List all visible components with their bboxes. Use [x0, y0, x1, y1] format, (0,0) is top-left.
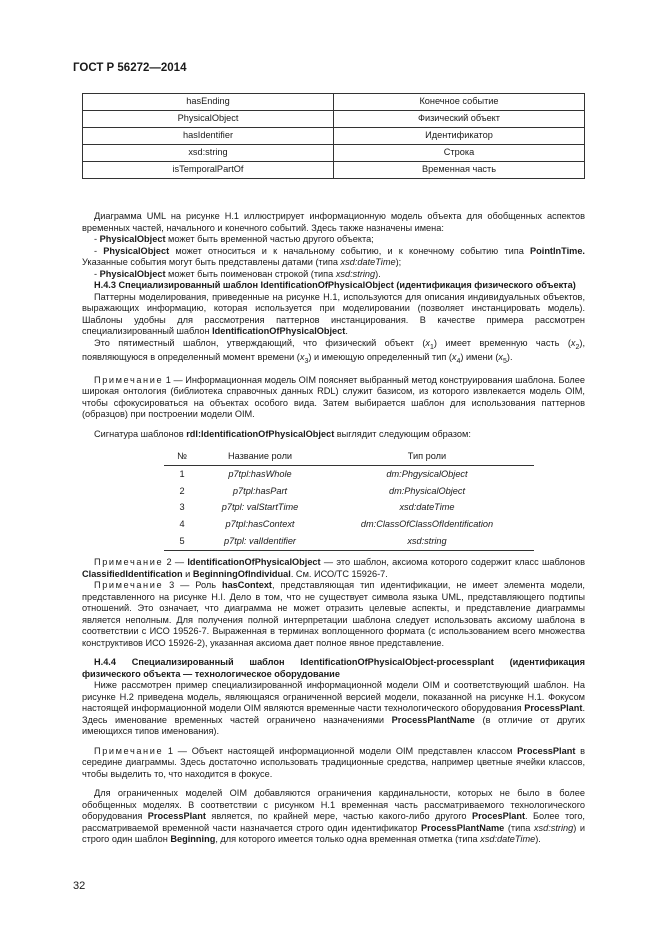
terms-table	[82, 93, 585, 179]
table-cell: Временная часть	[334, 162, 585, 179]
text-span: в середине диаграммы. Здесь достаточно использовать традиционные средства, например цветные ячейки классов, чтобы выделить то, что находится в фокусе.	[82, 745, 586, 779]
table-cell: p7tpl:hasPart	[232, 485, 288, 496]
table-header-row	[164, 449, 534, 466]
table-cell: p7tpl:hasWhole	[228, 468, 292, 479]
table-row	[83, 128, 585, 145]
sub: 2	[575, 343, 580, 351]
table-row	[83, 111, 585, 128]
term: ProcessPlant	[524, 703, 583, 714]
table-cell: 2	[179, 485, 185, 496]
sub: 5	[503, 357, 507, 365]
var: x	[498, 352, 504, 363]
list-item	[82, 246, 585, 269]
table-header: Название роли	[200, 449, 320, 466]
signature-table	[164, 449, 534, 551]
dash: -	[94, 234, 100, 244]
text-span: может быть временной частью другого объекта;	[165, 234, 374, 244]
dash: -	[94, 245, 104, 256]
text-span: 2 —	[163, 557, 188, 568]
text-span: Это пятиместный шаблон, утверждающий, что физический объект (	[94, 337, 426, 348]
term: ProcessPlantName	[421, 822, 505, 833]
text-span: 1 — Объект настоящей информационной модели OIM представлен классом	[163, 745, 518, 756]
note	[82, 580, 585, 649]
dash: -	[94, 268, 100, 279]
table-cell: 3	[179, 502, 185, 513]
text-span: Указанные события могут быть представлены датами (типа	[82, 257, 341, 267]
sub: 3	[304, 357, 309, 365]
page-number: 32	[73, 880, 86, 892]
text-span: . Более того, рассматриваемой временной части назначается строго один идентификатор	[82, 811, 585, 833]
table-cell: dm:PhysicalObject	[388, 485, 466, 496]
text-span: ).	[375, 268, 381, 279]
text-span: может быть поименован строкой (типа	[165, 268, 336, 279]
table-row	[164, 533, 534, 550]
table-cell: Идентификатор	[334, 128, 585, 145]
note-label: Примечание	[94, 557, 164, 568]
text-span: является, по крайней мере, частью какого-либо другого	[205, 811, 472, 822]
type-name: xsd:dateTime	[340, 257, 396, 267]
text-span: (в отличие от других имеющихся типов именования).	[82, 714, 585, 737]
text-span: , представляющая тип идентификации, не имеет элемента модели, представленного на рисунке Н.І. Дело в том, что не существует символа языка UML, представляющего подтипы отношений. Это означает, что диаграмма не может отразить целевые аспекты, и представление диаграммы является неполным. Для получения полной интерпретации шаблона следует использовать аксиому шаблона в соответствии с ИСО 19526-7. Выраженная в терминах воплощенного формата (с использованием всего множества конструктивов ИСО 15926-2), указанная аксиома дает полное явное представление.	[82, 580, 585, 648]
paragraph	[82, 338, 585, 367]
paragraph	[82, 788, 585, 846]
text-span: , для которого имеется только одна временная отметка (типа	[215, 834, 481, 845]
table-header: Тип роли	[320, 449, 534, 466]
table-cell: dm:PhgysicalObject	[386, 468, 468, 479]
text-span: Паттерны моделирования, приведенные на рисунке Н.1, используются для описания индивидуальных объектов, выражающих информацию, которая используется при моделировании (позволяет инстанцировать модель). Шаблоны удобны для рассмотрения паттернов инстанцирования. В качестве примера рассмотрен специализированный шаблон	[82, 291, 585, 336]
text-span: (типа	[504, 822, 534, 833]
text-span: выглядит следующим образом:	[334, 428, 471, 439]
table-cell: p7tpl:hasContext	[225, 519, 295, 530]
text-span: ).	[506, 352, 513, 363]
note	[82, 746, 585, 781]
sub: 4	[456, 357, 461, 365]
text-span: ) имени (	[460, 352, 499, 363]
term: IdentificationOfPhysicalObject	[187, 557, 321, 568]
paragraph: Диаграмма UML на рисунке Н.1 иллюстрирует информационную модель объекта для обобщенных аспектов временных частей, начального и конечного событий. Здесь также назначены имена:	[82, 211, 585, 233]
note	[82, 557, 585, 580]
table-cell: Конечное событие	[334, 94, 585, 111]
type-name: xsd:dateTime	[480, 834, 536, 845]
table-cell: xsd:dateTime	[399, 502, 455, 513]
text-span: . Здесь именование временных частей ограничено назначениями	[82, 703, 585, 725]
term: Beginning	[170, 834, 216, 845]
text-span: Сигнатура шаблонов	[94, 428, 187, 439]
text-span: 1 —	[163, 374, 186, 385]
table-cell: Физический объект	[334, 111, 585, 128]
text-span: ), появляющуюся в определенный момент времени (	[82, 337, 586, 363]
term: ClassifiedIdentification	[82, 568, 183, 579]
table-cell: xsd:string	[320, 533, 534, 550]
text-span: ) и имеющую определенный тип (	[308, 352, 452, 363]
term: ProcessPlantName	[391, 714, 475, 725]
body-text	[82, 211, 585, 846]
text-span: может относиться и к начальному событию, и к конечному событию типа	[169, 245, 531, 256]
list-item	[82, 269, 585, 281]
table-cell: xsd:string	[83, 145, 334, 162]
table-header: №	[164, 449, 200, 466]
text-span: );	[395, 257, 402, 267]
table-row	[164, 517, 534, 534]
list-item	[82, 234, 585, 246]
table-row	[83, 145, 585, 162]
term: ProcesPlant	[471, 811, 526, 822]
table-cell: Строка	[334, 145, 585, 162]
term: PointInTime.	[530, 245, 585, 256]
paragraph	[82, 292, 585, 338]
table-cell: 4	[179, 519, 185, 530]
table-row	[83, 162, 585, 179]
text-span: Для ограниченных моделей OIM добавляются ограничения кардинальности, которых не было в более обобщенных моделях. В соответствии с рисунком Н.1 временная часть рассматриваемого технологического оборудования	[82, 788, 585, 822]
note-label: Примечание	[94, 580, 164, 591]
var: x	[299, 352, 305, 363]
table-cell: PhysicalObject	[83, 111, 334, 128]
section-heading: Н.4.4 Специализированный шаблон IdentificationOfPhysicalObject-processplant (идентификация физического объекта — технологическое оборудование	[82, 657, 585, 679]
note	[82, 375, 585, 421]
sub: 1	[429, 343, 434, 351]
note-label: Примечание	[94, 745, 164, 756]
standard-code: ГОСТ Р 56272—2014	[73, 62, 187, 74]
table-cell: 5	[164, 533, 200, 550]
table-cell: isTemporalPartOf	[83, 162, 334, 179]
term: PhysicalObject	[103, 245, 170, 256]
table-cell: dm:ClassOfClassOfIdentification	[360, 519, 494, 530]
text-span: 3 — Роль	[163, 580, 222, 591]
term: PhysicalObject	[99, 234, 166, 244]
table-cell: hasIdentifier	[83, 128, 334, 145]
type-name: xsd:string	[335, 268, 376, 279]
paragraph	[82, 429, 585, 441]
table-row	[164, 466, 534, 483]
term: rdl:IdentificationOfPhysicalObject	[186, 428, 335, 439]
table-row	[83, 94, 585, 111]
text-span: . См. ИСО/ТС 15926-7.	[290, 568, 388, 579]
var: x	[570, 337, 576, 348]
term: PhysicalObject	[99, 268, 166, 279]
table-cell: p7tpl: valIdentifier	[200, 533, 320, 550]
term: IdentificationOfPhysicalObject	[212, 326, 346, 336]
table-row	[164, 483, 534, 500]
text-span: ) имеет временную часть (	[433, 337, 571, 348]
type-name: xsd:string	[533, 822, 574, 833]
note-label: Примечание	[94, 374, 164, 385]
section-heading: Н.4.3 Специализированный шаблон IdentificationOfPhysicalObject (идентификация физического объекта)	[94, 280, 576, 290]
var: x	[451, 352, 457, 363]
table-row	[164, 500, 534, 517]
var: x	[425, 337, 430, 348]
term: hasContext	[221, 580, 272, 591]
term: ProcessPlant	[147, 811, 206, 822]
text-span: — это шаблон, аксиома которого содержит класс шаблонов	[320, 557, 585, 568]
text-span: ).	[535, 834, 541, 845]
text-span: Информационная модель OIM поясняет выбранный метод конструирования шаблона. Более широкая онтология (библиотека справочных данных RDL) служит базисом, из которого извлекается модель OIM, чтобы сфокусироваться на объектах особого вида. Затем выбирается шаблон для использования паттернов (образцов) при построении модели OIM.	[82, 374, 585, 420]
text-span: .	[345, 326, 348, 336]
paragraph	[82, 680, 585, 738]
term: ProcessPlant	[517, 745, 576, 756]
text-span: и	[182, 568, 193, 579]
term: BeginningOfIndividual	[192, 568, 291, 579]
text-span: Ниже рассмотрен пример специализированной информационной модели OIM и соответствующий шаблон. На рисунке Н.2 приведена модель, являющаяся ограниченной версией модели, показанной на рисунке Н.1. Фокусом настоящей информационной модели OIM являются временные части технологического оборудования	[82, 680, 585, 714]
table-cell: p7tpl: valStartTime	[221, 502, 299, 513]
table-cell: 1	[179, 468, 185, 479]
table-cell: hasEnding	[83, 94, 334, 111]
text-span: ) и строго один шаблон	[82, 822, 586, 845]
